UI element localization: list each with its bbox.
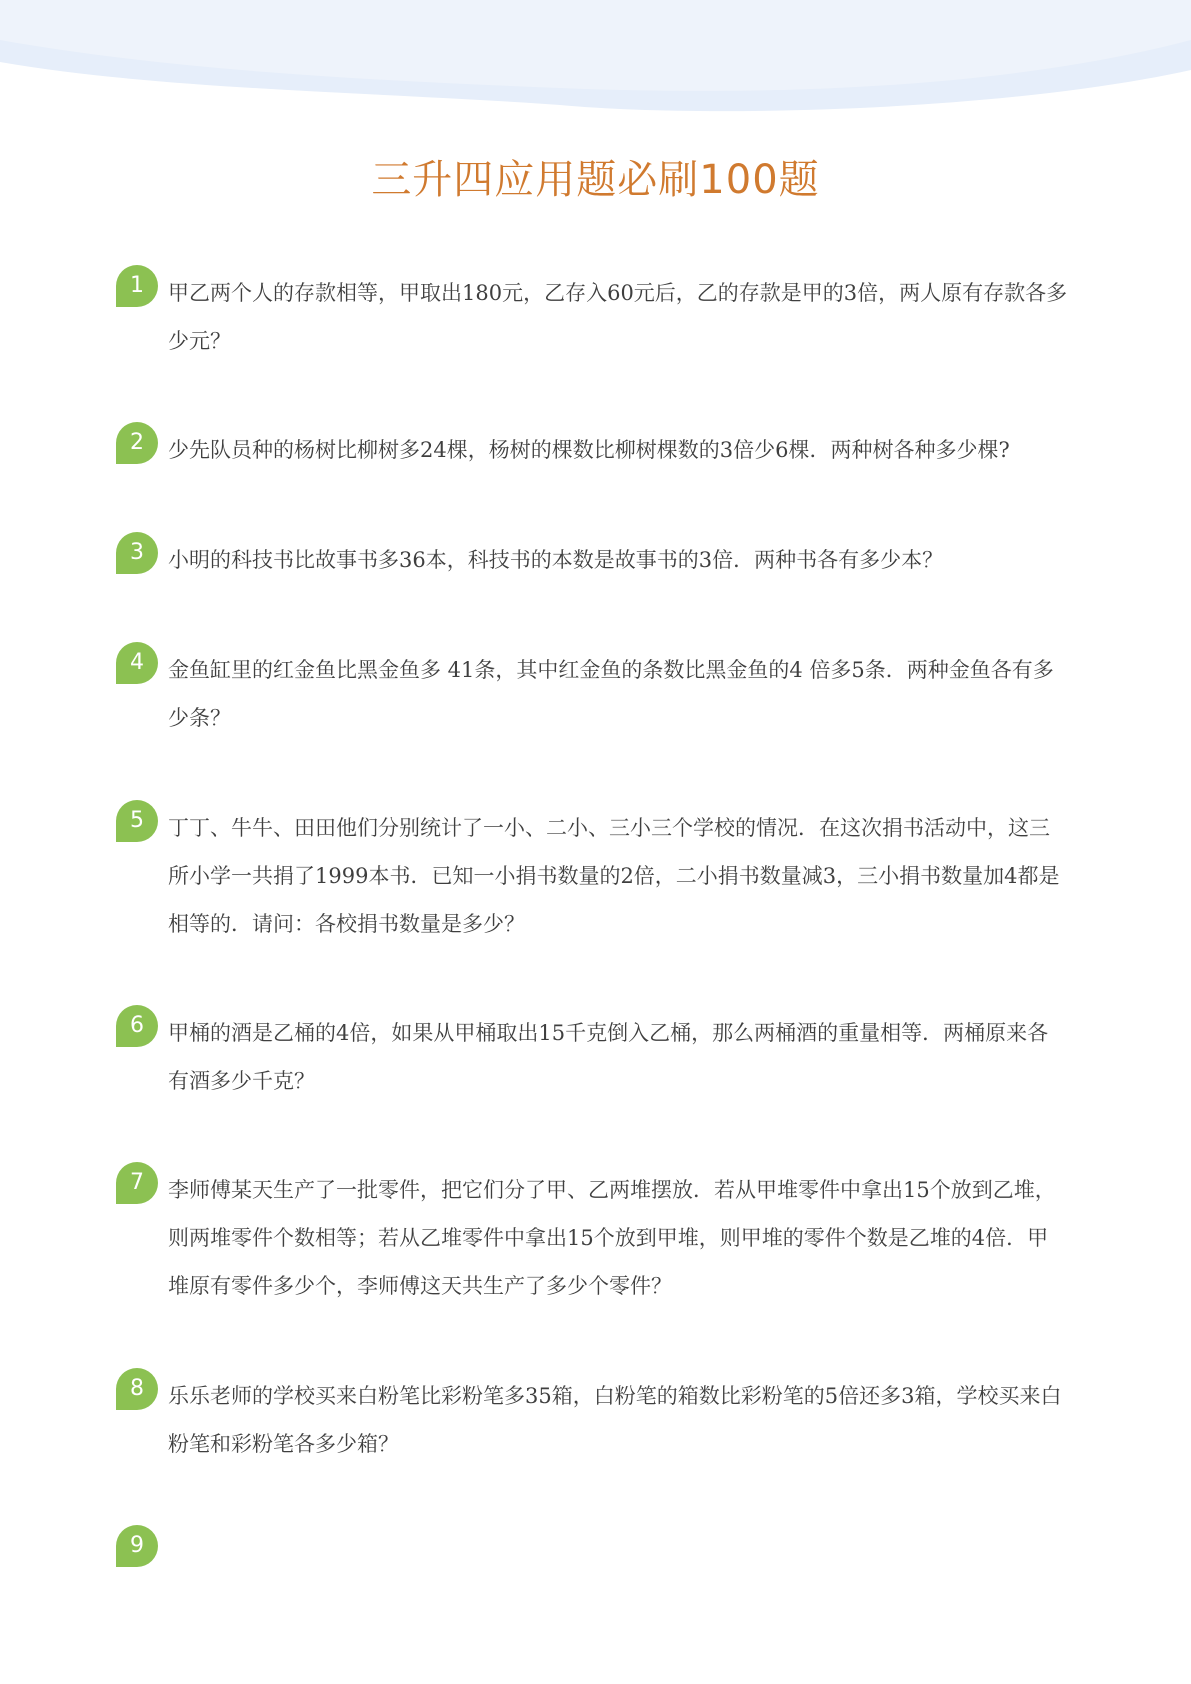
question-number-badge: 8 (116, 1368, 158, 1410)
question-text: 甲桶的酒是乙桶的4倍，如果从甲桶取出15千克倒入乙桶，那么两桶酒的重量相等．两桶原来各有酒多少千克？ (168, 1021, 1049, 1093)
question-number-badge: 3 (116, 532, 158, 574)
question-text: 丁丁、牛牛、田田他们分别统计了一小、二小、三小三个学校的情况．在这次捐书活动中，这三所小学一共捐了1999本书．已知一小捐书数量的2倍，二小捐书数量减3，三小捐书数量加4都是相等的．请问：各校捐书数量是多少？ (168, 816, 1060, 936)
header-wave-decoration (0, 0, 1191, 115)
question-number-badge: 1 (116, 265, 158, 307)
question-text: 小明的科技书比故事书多36本，科技书的本数是故事书的3倍．两种书各有多少本？ (168, 548, 944, 572)
question-number-badge: 6 (116, 1005, 158, 1047)
question-text: 乐乐老师的学校买来白粉笔比彩粉笔多35箱，白粉笔的箱数比彩粉笔的5倍还多3箱，学校买来白粉笔和彩粉笔各多少箱？ (168, 1384, 1062, 1456)
page-title: 三升四应用题必刷100题 (371, 157, 820, 203)
question-number-badge: 9 (116, 1525, 158, 1567)
question-text: 少先队员种的杨树比柳树多24棵，杨树的棵数比柳树棵数的3倍少6棵．两种树各种多少棵? (168, 438, 1010, 462)
question-number-badge: 4 (116, 642, 158, 684)
question-number-badge: 2 (116, 422, 158, 464)
question-text: 甲乙两个人的存款相等，甲取出180元，乙存入60元后，乙的存款是甲的3倍，两人原有存款各多少元？ (168, 281, 1068, 353)
question-text: 金鱼缸里的红金鱼比黑金鱼多 41条，其中红金鱼的条数比黑金鱼的4 倍多5条．两种金鱼各有多少条？ (168, 658, 1054, 730)
question-text: 李师傅某天生产了一批零件，把它们分了甲、乙两堆摆放．若从甲堆零件中拿出15个放到乙堆，则两堆零件个数相等；若从乙堆零件中拿出15个放到甲堆，则甲堆的零件个数是乙堆的4倍．甲堆原有零件多少个，李师傅这天共生产了多少个零件？ (168, 1178, 1056, 1298)
question-number-badge: 7 (116, 1162, 158, 1204)
question-number-badge: 5 (116, 800, 158, 842)
